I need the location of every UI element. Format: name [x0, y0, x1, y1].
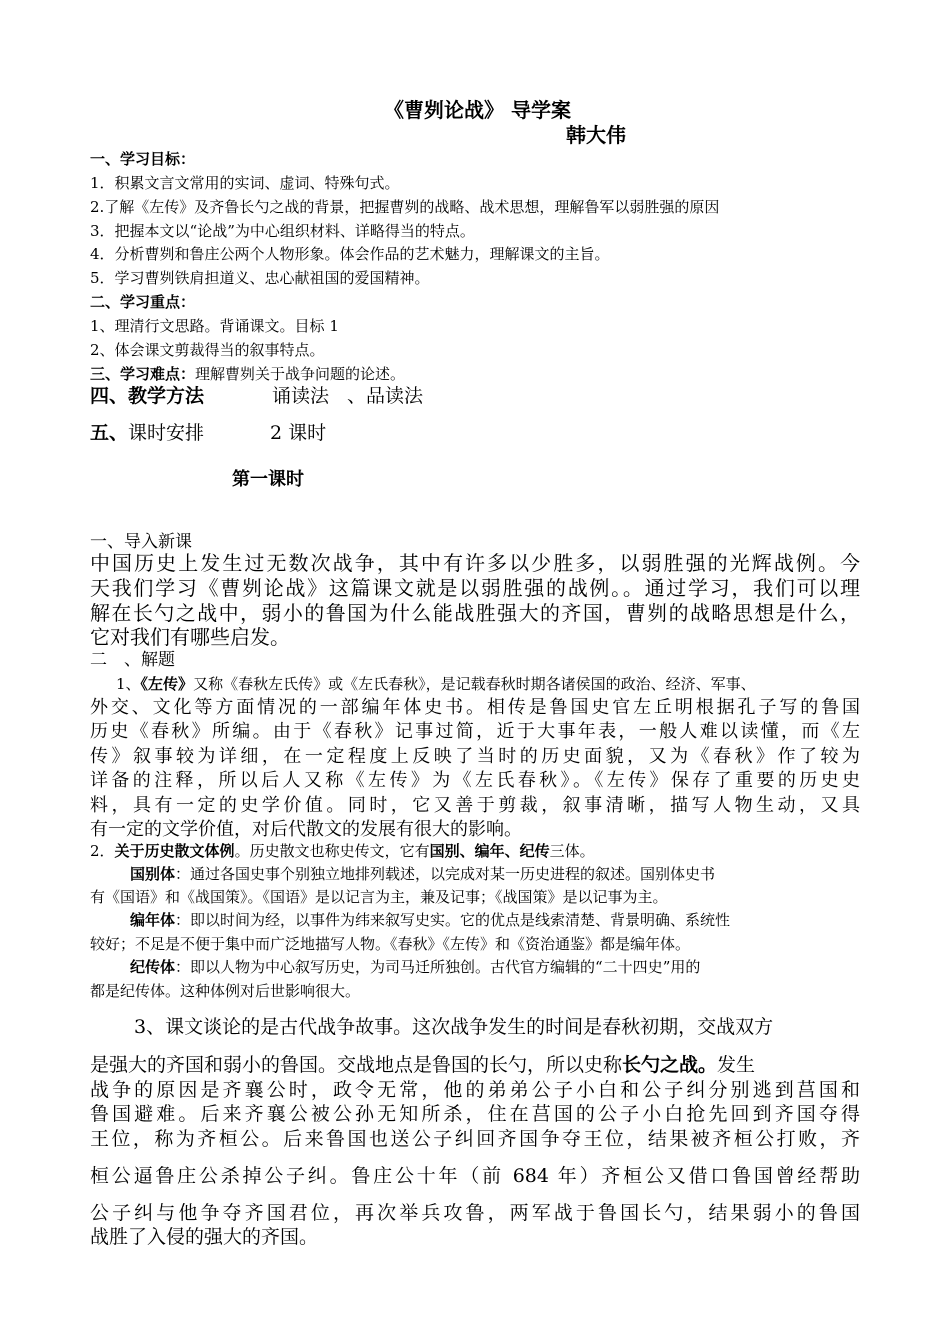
guobie-line	[130, 866, 715, 883]
war-text-end: 发生	[717, 1054, 756, 1076]
zhuan-line-2: 都是纪传体。这种体例对后世影响很大。	[90, 982, 361, 1000]
zuozhuan-first-line	[116, 676, 756, 693]
genre-text: 。历史散文也称史传文，它有	[234, 842, 430, 860]
changshao-term: 长勺之战。	[622, 1054, 718, 1076]
intro-line: 中国历史上发生过无数次战争，其中有许多以少胜多，以弱胜强的光辉战例。今	[90, 551, 860, 575]
zuozhuan-line: 有一定的文学价值，对后代散文的发展有很大的影响。	[90, 819, 522, 840]
document-title: 《曹刿论战》 导学案	[384, 98, 571, 122]
difficulty-line	[90, 366, 405, 383]
war-line: 3、课文谈论的是古代战争故事。这次战争发生的时间是春秋初期，交战双方	[134, 1016, 774, 1038]
guobie-term: 国别体	[130, 865, 176, 883]
war-line: 战胜了入侵的强大的齐国。	[90, 1226, 319, 1248]
war-line: 战争的原因是齐襄公时，政令无常，他的弟弟公子小白和公子纠分别逃到莒国和	[90, 1079, 860, 1101]
zhuan-line	[130, 959, 700, 976]
objective-item: 5．学习曹刿铁肩担道义、忠心献祖国的爱国精神。	[90, 269, 430, 287]
war-line: 王位，称为齐桓公。后来鲁国也送公子纠回齐国争夺王位，结果被齐桓公打败，齐	[90, 1128, 860, 1150]
biannian-line	[130, 912, 730, 929]
intro-heading: 一、导入新课	[90, 532, 192, 552]
guobie-line-2: 有《国语》和《战国策》。《国语》是以记言为主，兼及记事；《战国策》是以记事为主。	[90, 888, 668, 906]
method-value-2: 品读法	[366, 385, 424, 407]
zuozhuan-line: 外交、文化等方面情况的一部编年体史书。相传是鲁国史官左丘明根据孔子写的鲁国	[90, 697, 860, 718]
objectives-heading: 一、学习目标：	[90, 150, 196, 168]
schedule-value: 2 课时	[270, 422, 327, 444]
zuozhuan-number: 1、	[116, 675, 141, 693]
intro-line: 天我们学习《曹刿论战》这篇课文就是以弱胜强的战例。。通过学习，我们可以理	[90, 576, 860, 600]
schedule-line	[90, 423, 326, 445]
schedule-label: 课时安排	[128, 422, 205, 444]
zuozhuan-intro: 又称《春秋左氏传》或《左氏春秋》，是记载春秋时期各诸侯国的政治、经济、军事、	[193, 675, 756, 693]
biannian-text: ：即以时间为经，以事件为纬来叙写史实。它的优点是线索清楚、背景明确、系统性	[175, 911, 731, 929]
objective-item: 1．积累文言文常用的实词、虚词、特殊句式。	[90, 174, 400, 192]
key-points-heading: 二、学习重点：	[90, 293, 196, 311]
objective-item: 3．把握本文以“论战”为中心组织材料、详略得当的特点。	[90, 222, 475, 240]
zhuan-text: ：即以人物为中心叙写历史，为司马迁所独创。古代官方编辑的“二十四史”用的	[175, 958, 701, 976]
intro-line: 解在长勺之战中，弱小的鲁国为什么能战胜强大的齐国，曹刿的战略思想是什么，	[90, 601, 860, 625]
biannian-term: 编年体	[130, 911, 176, 929]
intro-line: 它对我们有哪些启发。	[90, 625, 290, 649]
author-name: 韩大伟	[566, 123, 626, 147]
key-point-item: 1、理清行文思路。背诵课文。目标 1	[90, 317, 339, 335]
method-separator: 、	[347, 385, 367, 407]
zuozhuan-line: 历史《春秋》所编。由于《春秋》记事过简，近于大事年表，一般人难以读懂，而《左	[90, 721, 860, 742]
explain-heading: 二 、解题	[90, 650, 175, 670]
war-line: 公子纠与他争夺齐国君位，再次举兵攻鲁，两军战于鲁国长勺，结果弱小的鲁国	[90, 1202, 860, 1224]
genre-intro-line	[90, 843, 595, 860]
war-line: 鲁国避难。后来齐襄公被公孙无知所杀，住在莒国的公子小白抢先回到齐国夺得	[90, 1103, 860, 1125]
method-value-1: 诵读法	[272, 385, 330, 407]
genre-text-end: 三体。	[549, 842, 595, 860]
difficulty-text: 理解曹刿关于战争问题的论述。	[195, 365, 406, 383]
zhuan-term: 纪传体	[130, 958, 176, 976]
zuozhuan-line: 料，具有一定的史学价值。同时，它又善于剪裁，叙事清晰，描写人物生动，又具	[90, 795, 860, 816]
method-heading: 四、教学方法	[90, 385, 205, 407]
genre-term: 关于历史散文体例	[114, 842, 235, 860]
war-line-2	[90, 1055, 755, 1077]
genre-types: 国别、编年、纪传	[429, 842, 550, 860]
war-text: 是强大的齐国和弱小的鲁国。交战地点是鲁国的长勺，所以史称	[90, 1054, 623, 1076]
key-point-item: 2、体会课文剪裁得当的叙事特点。	[90, 341, 325, 359]
difficulty-heading: 三、学习难点：	[90, 365, 196, 383]
schedule-heading: 五、	[90, 422, 129, 444]
zuozhuan-line: 详备的注释，所以后人又称《左传》为《左氏春秋》。《左传》保存了重要的历史史	[90, 770, 860, 791]
zuozhuan-term: 《左传》	[140, 675, 194, 693]
biannian-line-2: 较好；不足是不便于集中而广泛地描写人物。《春秋》《左传》和《资治通鉴》都是编年体。	[90, 935, 691, 953]
war-line: 桓公逼鲁庄公杀掉公子纠。鲁庄公十年（前 684 年）齐桓公又借口鲁国曾经帮助	[90, 1165, 860, 1187]
genre-number: 2．	[90, 842, 115, 860]
objective-item: 4．分析曹刿和鲁庄公两个人物形象。体会作品的艺术魅力，理解课文的主旨。	[90, 245, 610, 263]
guobie-text: ：通过各国史事个别独立地排列载述，以完成对某一历史进程的叙述。国别体史书	[175, 865, 716, 883]
lesson-title: 第一课时	[232, 469, 304, 490]
method-line	[90, 386, 423, 408]
zuozhuan-line: 传》叙事较为详细，在一定程度上反映了当时的历史面貌，又为《春秋》作了较为	[90, 746, 860, 767]
objective-item: 2.了解《左传》及齐鲁长勺之战的背景，把握曹刿的战略、战术思想，理解鲁军以弱胜强的原因	[90, 198, 720, 216]
